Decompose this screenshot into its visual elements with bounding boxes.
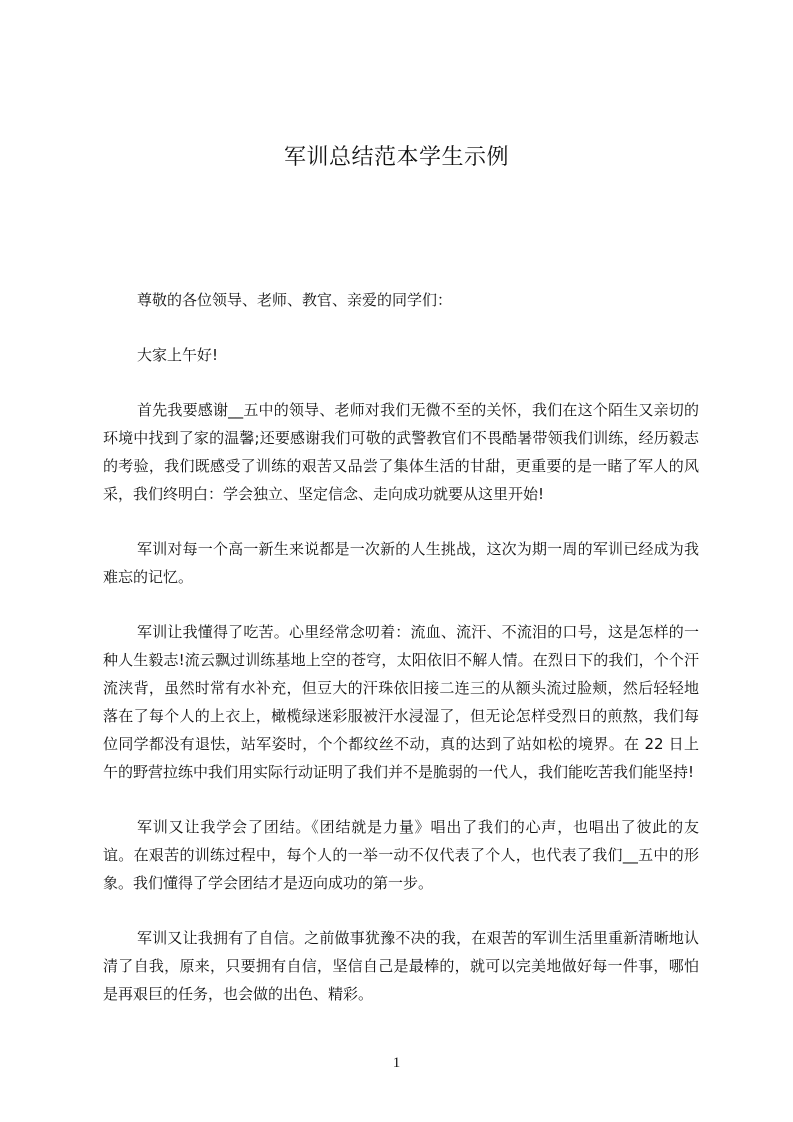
paragraph-greeting: 大家上午好! bbox=[137, 346, 219, 364]
paragraph-salutation: 尊敬的各位领导、老师、教官、亲爱的同学们： bbox=[137, 291, 453, 309]
paragraph-unity: 军训又让我学会了团结。《团结就是力量》唱出了我们的心声，也唱出了彼此的友谊。在艰苦的训练过程中，每个人的一举一动不仅代表了个人，也代表了我们__五中的形象。我们懂得了学会团结才是迈向成功的第一步。 bbox=[103, 818, 699, 892]
paragraph-confidence: 军训又让我拥有了自信。之前做事犹豫不决的我，在艰苦的军训生活里重新清晰地认清了自我，原来，只要拥有自信，坚信自己是最棒的，就可以完美地做好每一件事，哪怕是再艰巨的任务，也会做的出色、精彩。 bbox=[103, 929, 699, 1003]
paragraph-hardship: 军训让我懂得了吃苦。心里经常念叨着：流血、流汗、不流泪的口号，这是怎样的一种人生毅志!流云飘过训练基地上空的苍穹，太阳依旧不解人情。在烈日下的我们，个个汗流浃背，虽然时常有水补充，但豆大的汗珠依旧接二连三的从额头流过脸颊，然后轻轻地落在了每个人的上衣上，橄榄绿迷彩服被汗水浸湿了，但无论怎样受烈日的煎熬，我们每位同学都没有退怯，站军姿时，个个都纹丝不动，真的达到了站如松的境界。在 22 日上午的野营拉练中我们用实际行动证明了我们并不是脆弱的一代人，我们能吃苦我们能坚持! bbox=[103, 623, 699, 781]
paragraph-thanks: 首先我要感谢__五中的领导、老师对我们无微不至的关怀，我们在这个陌生又亲切的环境中找到了家的温馨;还要感谢我们可敬的武警教官们不畏酷暑带领我们训练，经历毅志的考验，我们既感受了训练的艰苦又品尝了集体生活的甘甜，更重要的是一睹了军人的风采，我们终明白：学会独立、坚定信念、走向成功就要从这里开始! bbox=[103, 401, 699, 503]
paragraph-challenge: 军训对每一个高一新生来说都是一次新的人生挑战，这次为期一周的军训已经成为我难忘的记忆。 bbox=[103, 540, 699, 586]
document-title: 军训总结范本学生示例 bbox=[283, 145, 509, 170]
page-number: 1 bbox=[392, 1055, 401, 1071]
document-body bbox=[103, 286, 699, 1035]
